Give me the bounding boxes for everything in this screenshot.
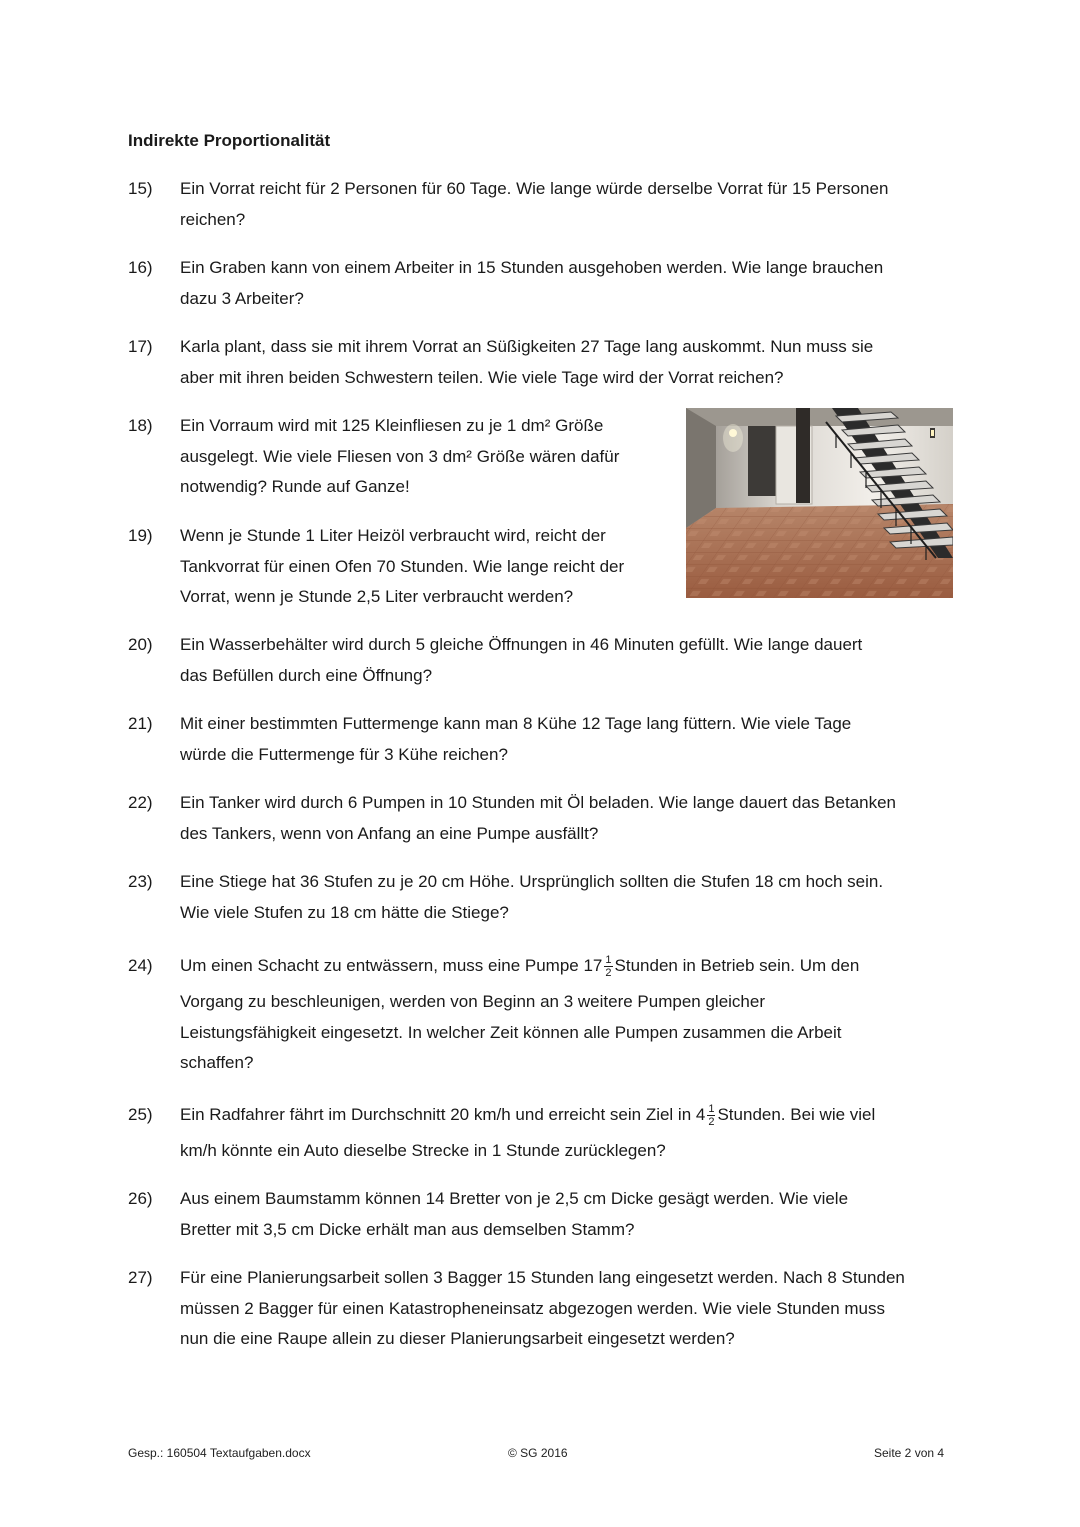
- task-23: [128, 867, 958, 929]
- task-line: Leistungsfähigkeit eingesetzt. In welcher Zeit können alle Pumpen zusammen die Arbeit: [180, 1022, 842, 1042]
- task-24: [128, 951, 958, 1075]
- task-number: 18): [128, 416, 153, 435]
- task-line: müssen 2 Bagger für einen Katastropheneinsatz abgezogen werden. Wie viele Stunden muss: [180, 1298, 885, 1318]
- task-line-with-fraction: [180, 1100, 875, 1136]
- task-19: [128, 521, 668, 613]
- footer-copyright: © SG 2016: [508, 1446, 568, 1460]
- task-number: 23): [128, 872, 153, 891]
- fraction: [604, 954, 612, 979]
- task-line: reichen?: [180, 209, 246, 229]
- fraction-numerator: 1: [605, 954, 612, 967]
- task-number: 19): [128, 526, 153, 545]
- task-line: Wenn je Stunde 1 Liter Heizöl verbraucht wird, reicht der: [180, 526, 606, 545]
- task-line: km/h könnte ein Auto dieselbe Strecke in 1 Stunde zurücklegen?: [180, 1141, 666, 1160]
- footer-filename: Gesp.: 160504 Textaufgaben.docx: [128, 1446, 311, 1460]
- task-line: Ein Graben kann von einem Arbeiter in 15 Stunden ausgehoben werden. Wie lange brauchen: [180, 258, 884, 277]
- task-line: Ein Tanker wird durch 6 Pumpen in 10 Stunden mit Öl beladen. Wie lange dauert das Betanken: [180, 793, 897, 812]
- task-line: schaffen?: [180, 1053, 254, 1072]
- task-line: Wie viele Stufen zu 18 cm hätte die Stiege?: [180, 902, 509, 922]
- task-line: Vorrat, wenn je Stunde 2,5 Liter verbraucht werden?: [180, 587, 574, 606]
- section-heading: Indirekte Proportionalität: [128, 131, 331, 150]
- task-line: dazu 3 Arbeiter?: [180, 288, 304, 308]
- task-text: Stunden in Betrieb sein. Um den: [614, 956, 860, 975]
- task-line: Ein Vorrat reicht für 2 Personen für 60 Tage. Wie lange würde derselbe Vorrat für 15 Personen: [180, 179, 889, 198]
- task-line-with-fraction: [180, 951, 859, 987]
- task-25: [128, 1100, 958, 1166]
- task-22: [128, 788, 958, 850]
- task-27: [128, 1263, 958, 1355]
- task-text: Stunden. Bei wie viel: [717, 1105, 876, 1124]
- task-text: Ein Radfahrer fährt im Durchschnitt 20 km/h und erreicht sein Ziel in 4: [180, 1105, 706, 1124]
- task-line: des Tankers, wenn von Anfang an eine Pumpe ausfällt?: [180, 823, 599, 843]
- task-text: Um einen Schacht zu entwässern, muss eine Pumpe 17: [180, 956, 603, 975]
- task-line: Für eine Planierungsarbeit sollen 3 Bagger 15 Stunden lang eingesetzt werden. Nach 8 Stunden: [180, 1268, 905, 1287]
- task-21: [128, 709, 958, 771]
- fraction: [707, 1103, 715, 1128]
- task-number: 24): [128, 956, 153, 975]
- task-line: Eine Stiege hat 36 Stufen zu je 20 cm Höhe. Ursprünglich sollten die Stufen 18 cm hoch sein.: [180, 872, 884, 891]
- fraction-numerator: 1: [708, 1103, 715, 1116]
- task-17: [128, 332, 958, 394]
- task-line: würde die Futtermenge für 3 Kühe reichen?: [180, 744, 508, 764]
- fraction-denominator: 2: [708, 1116, 715, 1129]
- task-number: 16): [128, 258, 153, 277]
- task-line: Bretter mit 3,5 cm Dicke erhält man aus demselben Stamm?: [180, 1219, 635, 1239]
- fraction-denominator: 2: [605, 967, 612, 980]
- task-line: Karla plant, dass sie mit ihrem Vorrat an Süßigkeiten 27 Tage lang auskommt. Nun muss sie: [180, 337, 874, 356]
- task-number: 21): [128, 714, 153, 733]
- task-line: das Befüllen durch eine Öffnung?: [180, 665, 433, 685]
- task-16: [128, 253, 958, 315]
- task-line: aber mit ihren beiden Schwestern teilen. Wie viele Tage wird der Vorrat reichen?: [180, 367, 784, 387]
- task-line: ausgelegt. Wie viele Fliesen von 3 dm² Größe wären dafür: [180, 446, 620, 466]
- task-number: 15): [128, 179, 153, 198]
- task-number: 26): [128, 1189, 153, 1208]
- task-line: nun die eine Raupe allein zu dieser Planierungsarbeit eingesetzt werden?: [180, 1329, 735, 1348]
- task-line: Ein Vorraum wird mit 125 Kleinfliesen zu je 1 dm² Größe: [180, 416, 604, 435]
- staircase-photo: [686, 408, 953, 598]
- task-line: Aus einem Baumstamm können 14 Bretter von je 2,5 cm Dicke gesägt werden. Wie viele: [180, 1189, 849, 1208]
- task-line: Mit einer bestimmten Futtermenge kann man 8 Kühe 12 Tage lang füttern. Wie viele Tage: [180, 714, 852, 733]
- task-number: 25): [128, 1105, 153, 1124]
- task-18: [128, 411, 668, 503]
- task-number: 27): [128, 1268, 153, 1287]
- task-number: 20): [128, 635, 153, 654]
- task-number: 22): [128, 793, 153, 812]
- task-line: Ein Wasserbehälter wird durch 5 gleiche Öffnungen in 46 Minuten gefüllt. Wie lange dauert: [180, 635, 863, 654]
- footer-page-number: Seite 2 von 4: [874, 1446, 945, 1460]
- task-line: notwendig? Runde auf Ganze!: [180, 477, 410, 496]
- task-20: [128, 630, 958, 692]
- task-26: [128, 1184, 958, 1246]
- task-number: 17): [128, 337, 153, 356]
- task-line: Tankvorrat für einen Ofen 70 Stunden. Wie lange reicht der: [180, 556, 625, 576]
- task-15: [128, 174, 958, 236]
- task-line: Vorgang zu beschleunigen, werden von Beginn an 3 weitere Pumpen gleicher: [180, 992, 766, 1011]
